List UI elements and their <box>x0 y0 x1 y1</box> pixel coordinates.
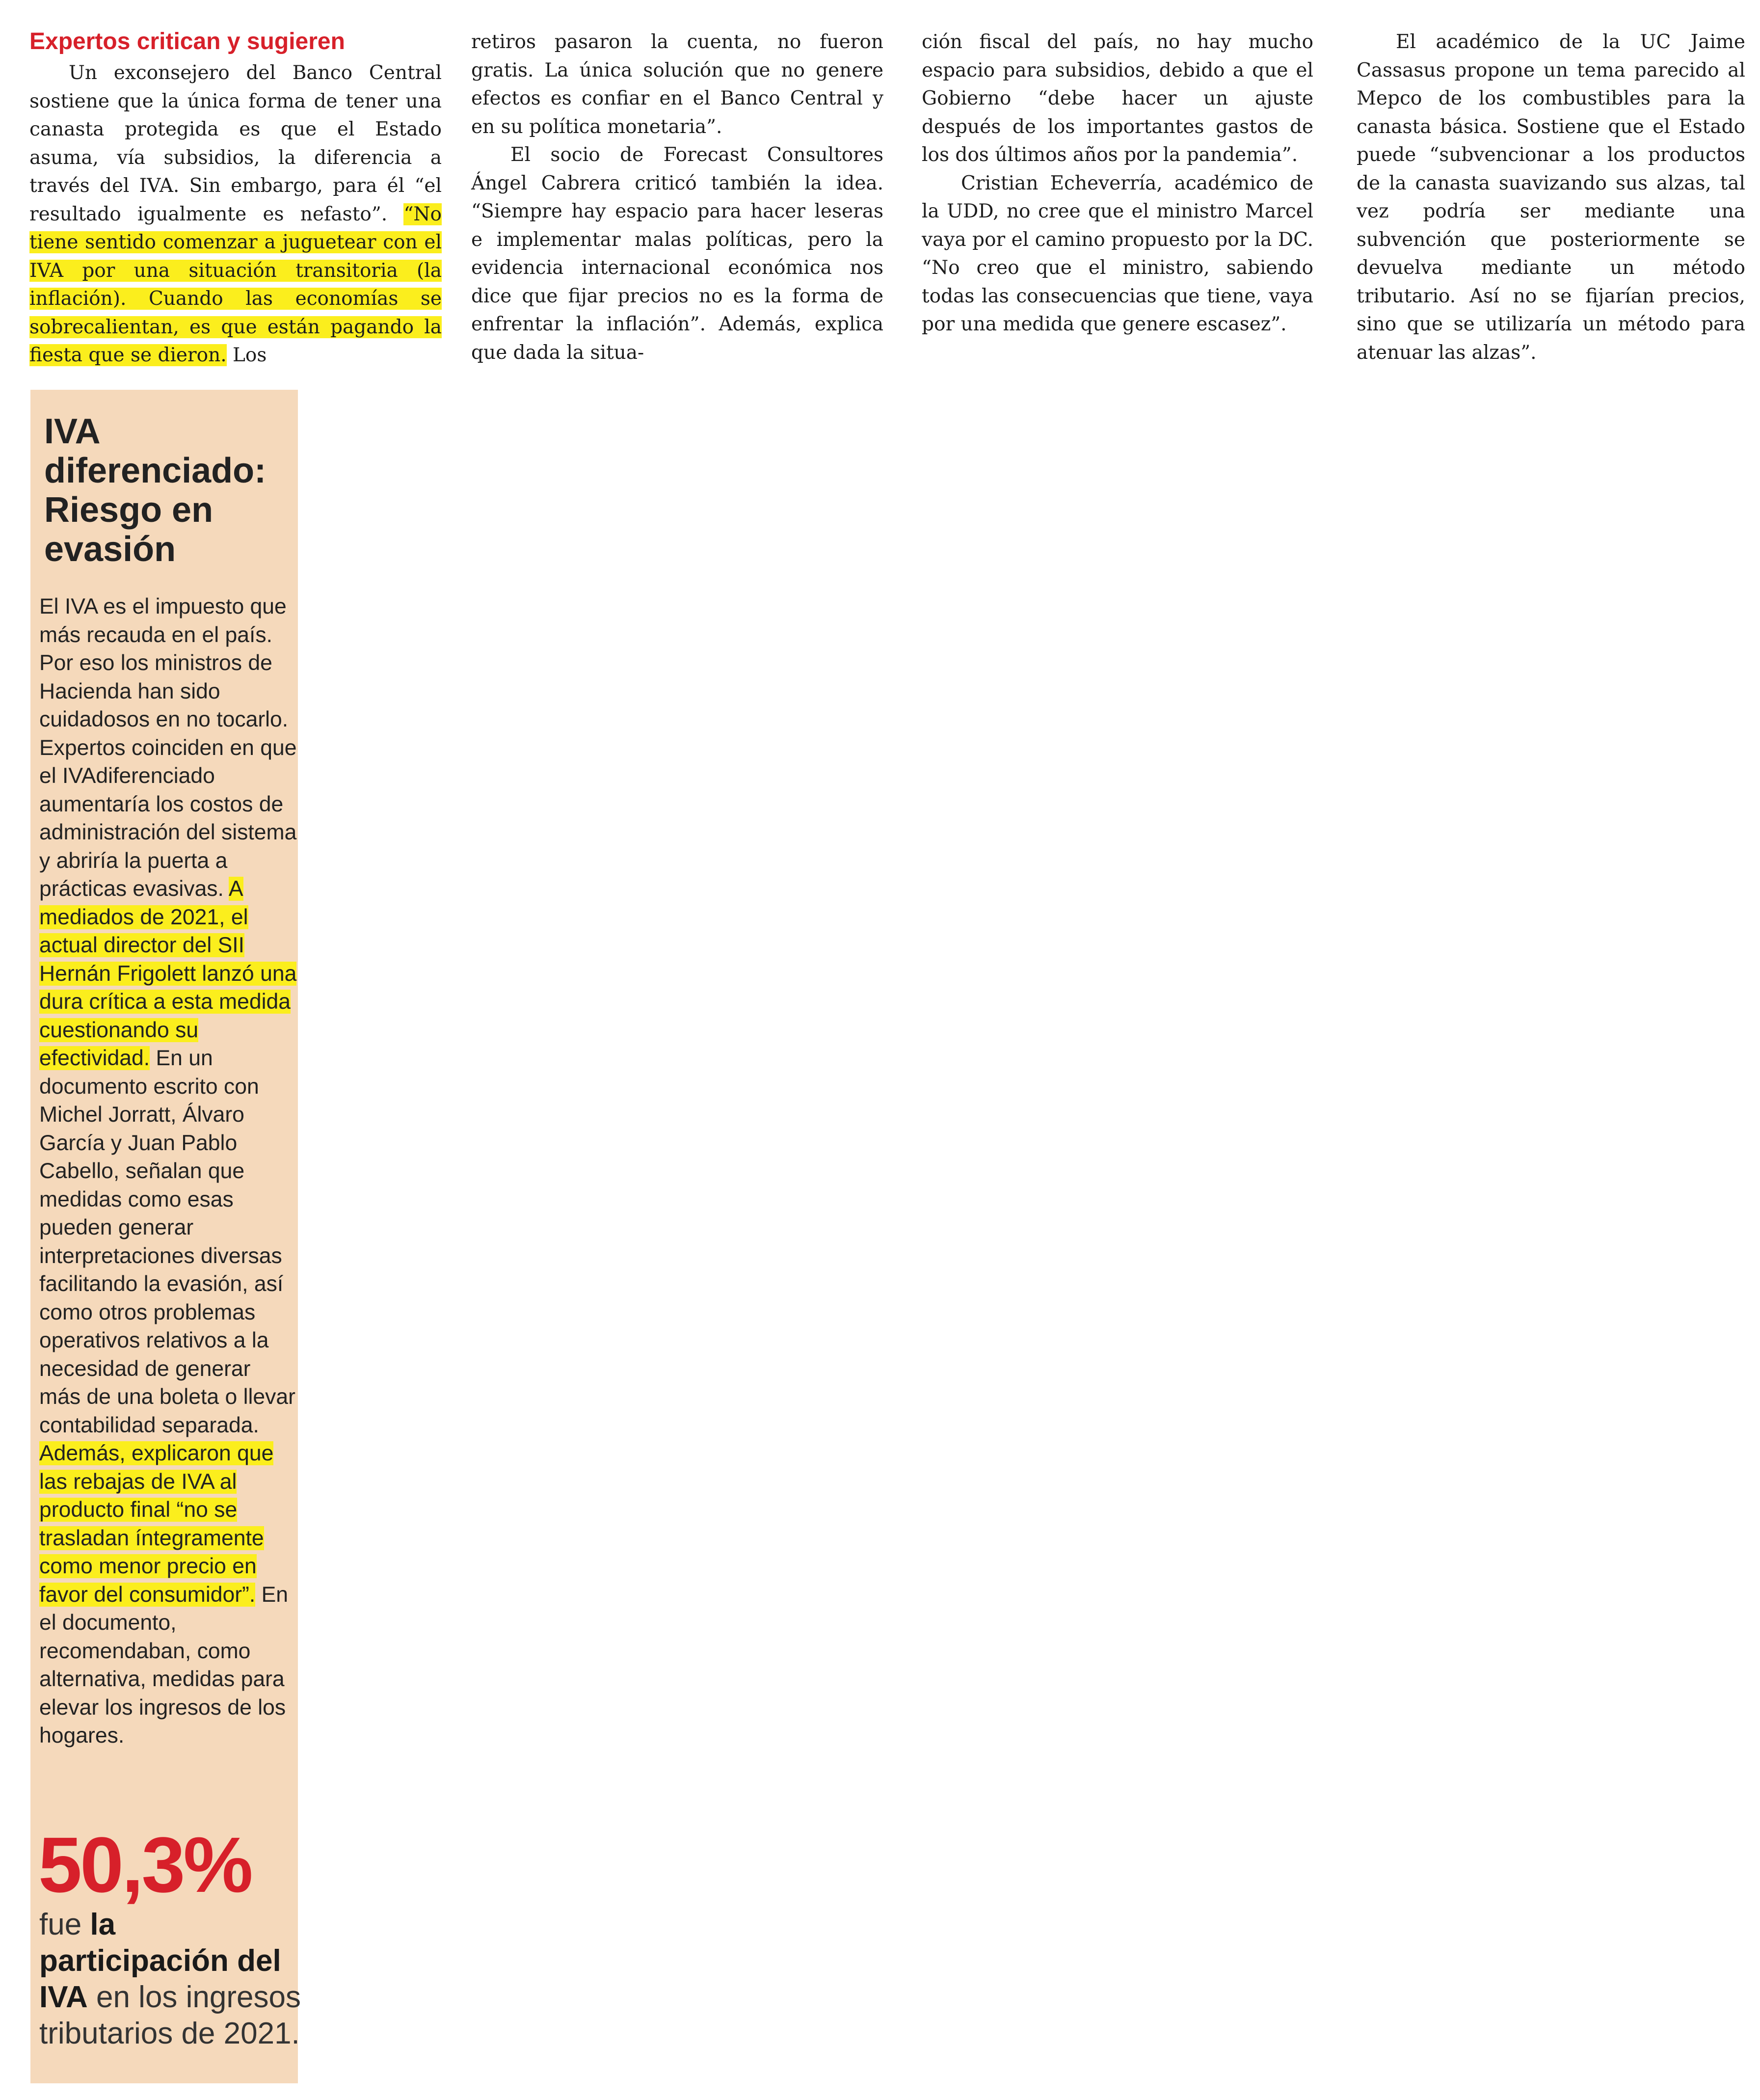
section-kicker: Expertos critican y sugieren <box>29 28 345 54</box>
article-paragraph: ción fiscal del país, no hay mucho espacio para subsidios, debido a que el Gobierno “debe hacer un ajuste después de los importantes gastos de los dos últimos años por la pandemia”. <box>922 31 1313 166</box>
article-paragraph: retiros pasaron la cuenta, no fueron gratis. La única solución que no genere efectos es confiar en el Banco Central y en su política monetaria”. <box>471 31 883 138</box>
sidebar-title: IVA diferenciado: Riesgo en evasión <box>44 412 267 569</box>
sidebar-text: En el documento, recomendaban, como alternativa, medidas para elevar los ingresos de los hogares. <box>39 1582 289 1748</box>
stat-caption <box>39 1907 304 2052</box>
article-column-3 <box>922 28 1313 339</box>
stat-caption-text: fue <box>39 1908 90 1941</box>
stat-caption-text: en los ingresos tributarios de 2021. <box>39 1980 301 2050</box>
highlighted-quote: “No tiene sentido comenzar a juguetear con el IVA por una situación transitoria (la inflación). Cuando las economías se sobrecalientan, es que están pagando la fiesta que se dieron. <box>29 203 442 366</box>
article-paragraph <box>29 59 442 370</box>
sidebar-highlight: A mediados de 2021, el actual director del SII Hernán Frigolett lanzó una dura crítica a esta medida cuestionando su efectividad. <box>39 877 297 1070</box>
paragraph-text: Los <box>226 344 267 366</box>
article-column-1 <box>29 26 442 370</box>
sidebar-body <box>39 592 297 1750</box>
article-paragraph: El socio de Forecast Consultores Ángel Cabrera criticó también la idea. “Siempre hay espacio para hacer leseras e implementar malas políticas, pero la evidencia internacional económica nos dice que fijar precios no es la forma de enfrentar la inflación”. Además, explica que dada la situa- <box>471 144 883 364</box>
sidebar-text: En un documento escrito con Michel Jorratt, Álvaro García y Juan Pablo Cabello, señalan que medidas como esas pueden generar interpretaciones diversas facilitando la evasión, así como otros problemas operativos relativos a la necesidad de generar más de una boleta o llevar contabilidad separada. <box>39 1046 295 1437</box>
article-paragraph: Cristian Echeverría, académico de la UDD, no cree que el ministro Marcel vaya por el camino propuesto por la DC. “No creo que el ministro, sabiendo todas las consecuencias que tiene, vaya por una medida que genere escasez”. <box>922 172 1313 335</box>
article-column-2 <box>471 28 883 367</box>
article-column-4 <box>1357 28 1745 367</box>
stat-caption-bold: la participación del IVA <box>39 1908 281 2014</box>
paragraph-text: Un exconsejero del Banco Central sostiene que la única forma de tener una canasta protegida es que el Estado asuma, vía subsidios, la diferencia a través del IVA. Sin embargo, para él “el resultado igualmente es nefasto”. <box>29 62 442 225</box>
sidebar-highlight: Además, explicaron que las rebajas de IVA al producto final “no se trasladan íntegramente como menor precio en favor del consumidor”. <box>39 1441 274 1607</box>
article-paragraph: El académico de la UC Jaime Cassasus propone un tema parecido al Mepco de los combustibles para la canasta básica. Sostiene que el Estado puede “subvencionar a los productos de la canasta suavizando sus alzas, tal vez podría ser mediante una subvención que posteriormente se devuelva mediante un método tributario. Así no se fijarían precios, sino que se utilizaría un método para atenuar las alzas”. <box>1357 31 1745 364</box>
big-stat-number: 50,3% <box>38 1821 251 1909</box>
sidebar-box <box>30 390 301 2083</box>
sidebar-text: El IVA es el impuesto que más recauda en el país. Por eso los ministros de Hacienda han sido cuidadosos en no tocarlo. Expertos coinciden en que el IVAdiferenciado aumentaría los costos de administración del sistema y abriría la puerta a prácticas evasivas. <box>39 594 297 901</box>
